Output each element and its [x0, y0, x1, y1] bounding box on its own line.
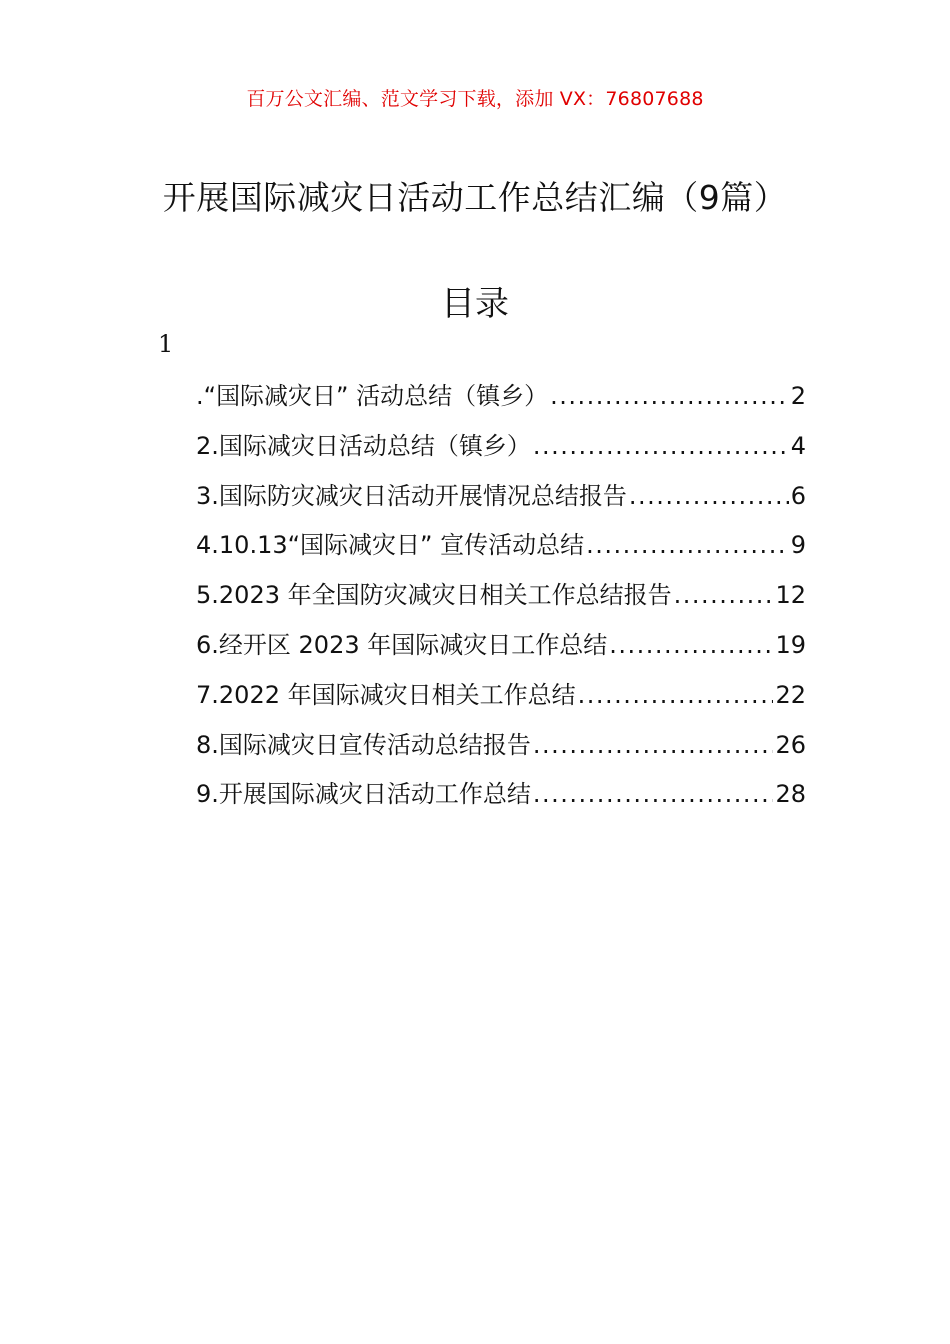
toc-entry[interactable] — [196, 525, 806, 575]
toc-entry[interactable] — [196, 476, 806, 526]
toc-entry-title: 6.经开区 2023 年国际减灾日工作总结 — [196, 630, 608, 659]
toc-heading: 目录 — [441, 284, 509, 324]
toc-entry[interactable] — [196, 625, 806, 675]
toc-entry-page: 19 — [775, 630, 806, 659]
toc-entry[interactable] — [196, 426, 806, 476]
toc-entry-page: 12 — [775, 581, 806, 610]
toc-dot-leader — [674, 581, 774, 609]
toc-entry-title: .“国际减灾日” 活动总结（镇乡） — [196, 382, 549, 410]
toc-entry-page: 2 — [790, 382, 806, 410]
table-of-contents — [196, 376, 806, 824]
toc-dot-leader — [586, 531, 789, 559]
toc-entry[interactable] — [196, 725, 806, 775]
toc-entry-page: 4 — [790, 431, 806, 460]
toc-dot-leader — [609, 631, 773, 659]
toc-entry[interactable] — [196, 774, 806, 824]
toc-entry-page: 28 — [775, 780, 806, 809]
toc-entry-title: 7.2022 年国际减灾日相关工作总结 — [196, 680, 576, 709]
toc-entry[interactable] — [196, 575, 806, 625]
toc-entry-title: 8.国际减灾日宣传活动总结报告 — [196, 730, 531, 759]
toc-entry[interactable] — [196, 376, 806, 426]
toc-entry-title: 9.开展国际减灾日活动工作总结 — [196, 780, 531, 809]
toc-dot-leader — [550, 382, 789, 410]
page-marker: 1 — [158, 330, 174, 358]
toc-dot-leader — [533, 731, 774, 759]
toc-entry-title: 3.国际防灾减灾日活动开展情况总结报告 — [196, 481, 627, 510]
toc-entry-title: 2.国际减灾日活动总结（镇乡） — [196, 431, 531, 460]
toc-entry-title: 4.10.13“国际减灾日” 宣传活动总结 — [196, 531, 585, 560]
toc-dot-leader — [533, 432, 789, 460]
toc-entry-page: 9 — [790, 531, 806, 560]
toc-dot-leader — [533, 780, 774, 808]
toc-entry-page: 22 — [775, 680, 806, 709]
toc-entry[interactable] — [196, 675, 806, 725]
toc-entry-page: 6 — [790, 481, 806, 510]
header-watermark-note: 百万公文汇编、范文学习下载，添加 VX：76807688 — [246, 88, 704, 110]
toc-entry-title: 5.2023 年全国防灾减灾日相关工作总结报告 — [196, 581, 672, 610]
toc-dot-leader — [629, 482, 789, 510]
toc-entry-page: 26 — [775, 730, 806, 759]
document-title: 开展国际减灾日活动工作总结汇编（9篇） — [162, 178, 788, 217]
toc-dot-leader — [578, 681, 774, 709]
